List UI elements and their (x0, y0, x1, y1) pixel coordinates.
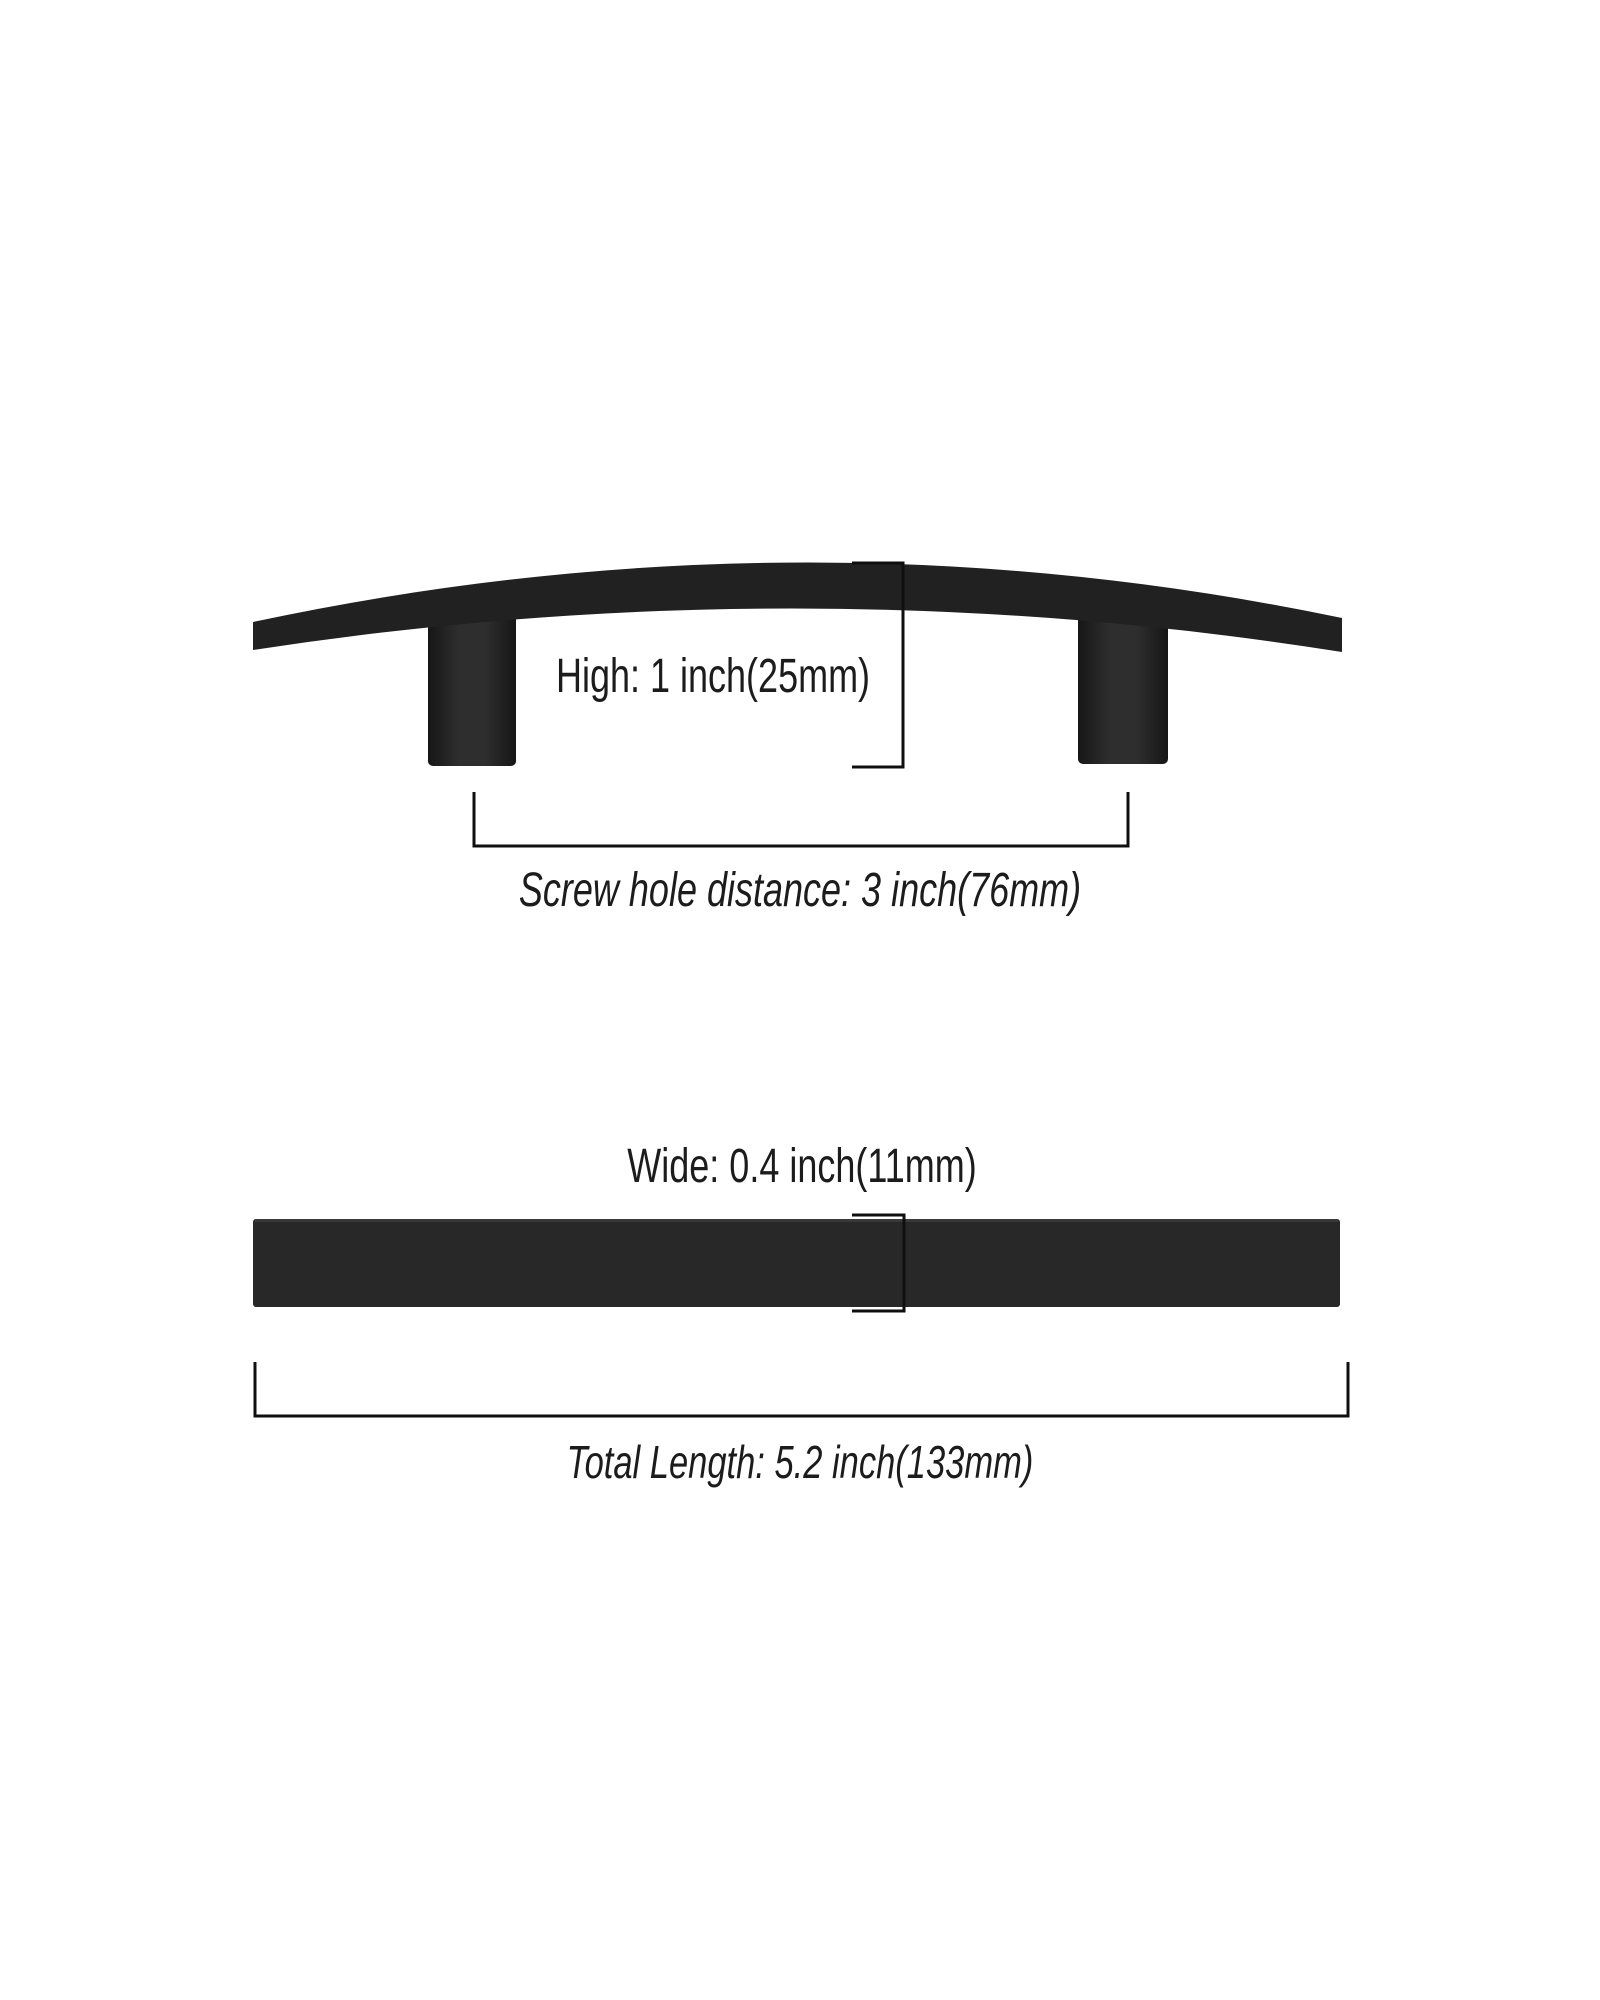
bar-top-highlight (255, 1219, 1338, 1222)
screw-distance-label (425, 864, 1175, 917)
total-length-bracket (255, 1362, 1348, 1416)
right-screw-post (1078, 604, 1168, 764)
handle-arc-side-view (253, 562, 1342, 652)
width-label-text: Wide: 0.4 inch(11mm) (627, 1140, 977, 1193)
width-label (569, 1140, 1035, 1193)
screw-distance-label-text: Screw hole distance: 3 inch(76mm) (518, 864, 1082, 917)
total-length-label (489, 1436, 1111, 1488)
screw-distance-bracket (474, 792, 1128, 846)
total-length-label-text: Total Length: 5.2 inch(133mm) (566, 1436, 1034, 1488)
height-label-text: High: 1 inch(25mm) (555, 650, 871, 703)
handle-top-view-bar (253, 1219, 1340, 1307)
height-label (504, 650, 923, 703)
